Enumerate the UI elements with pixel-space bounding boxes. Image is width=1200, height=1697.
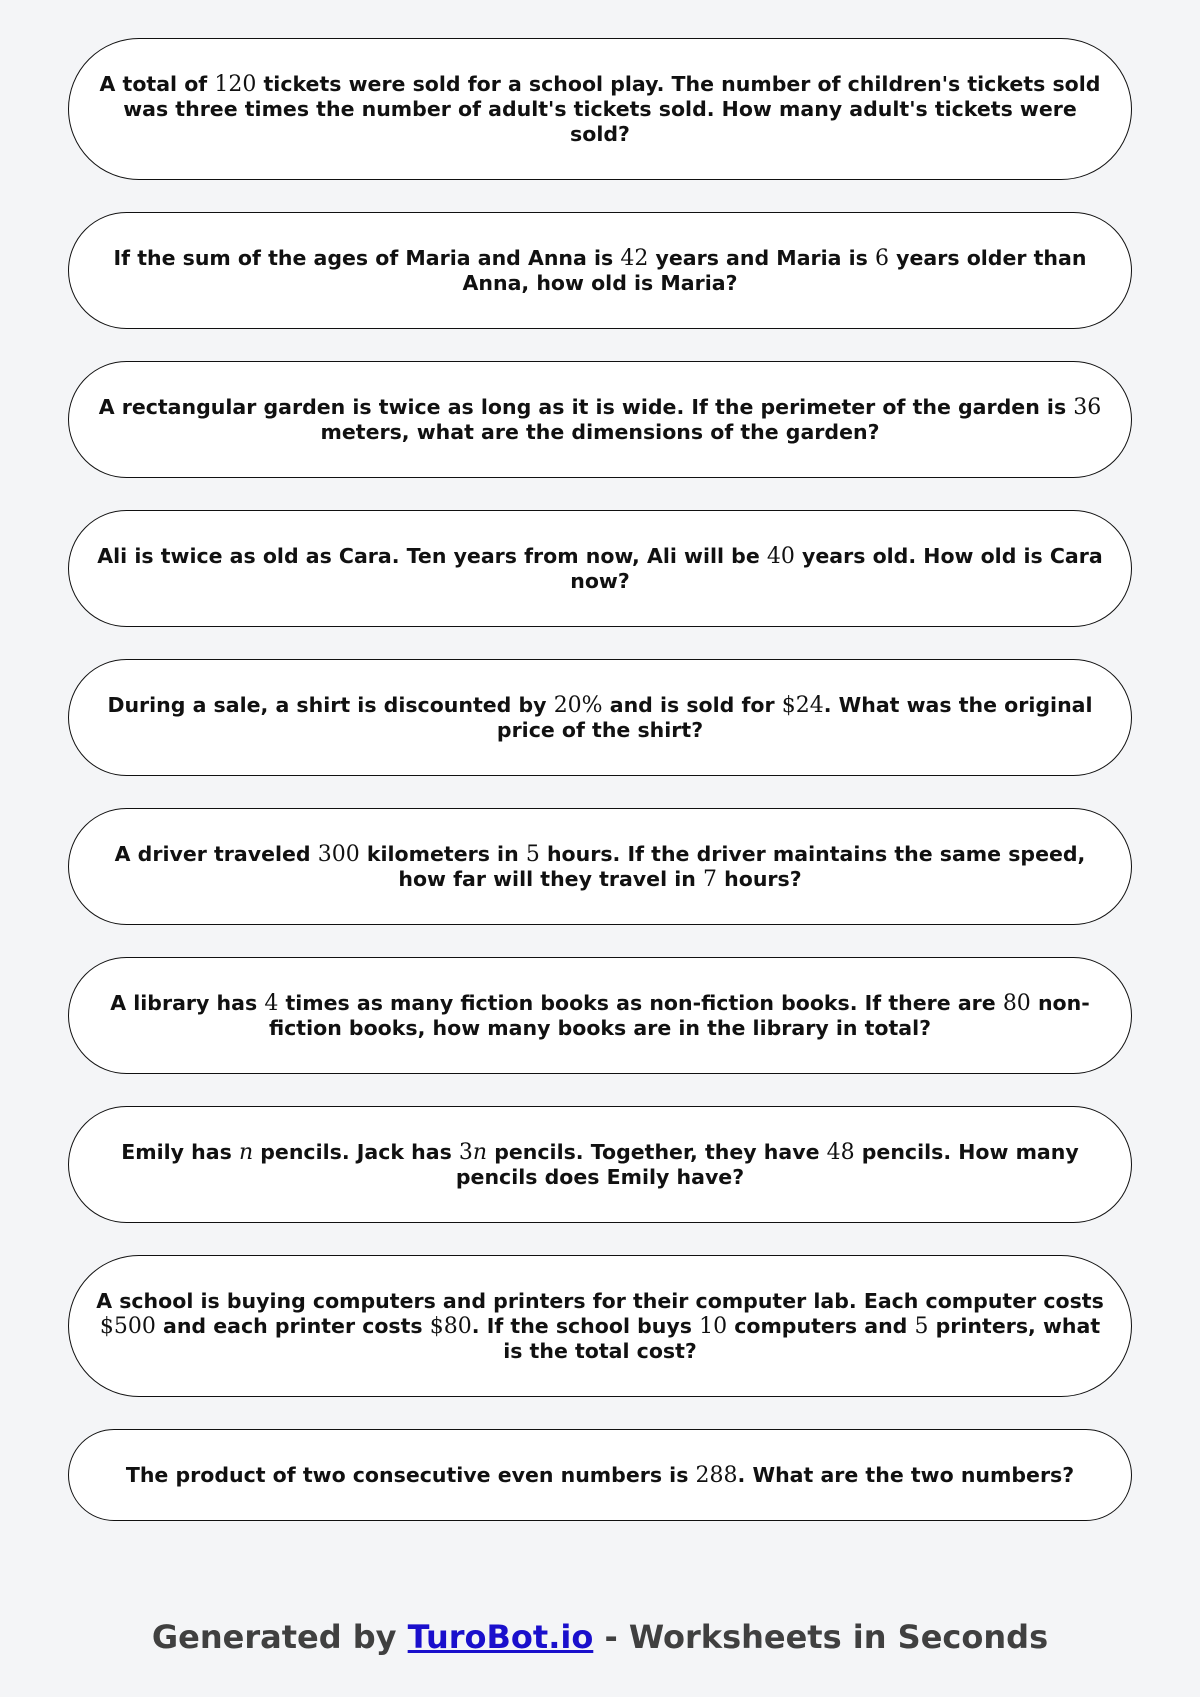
question-text-segment: A school is buying computers and printers for their computer lab. Each computer costs <box>96 1288 1104 1313</box>
question-list <box>68 38 1132 1553</box>
question-text-segment: A rectangular garden is twice as long as it is wide. If the perimeter of the garden is <box>98 394 1074 419</box>
question-text-segment: pencils. How many pencils does Emily have? <box>455 1139 1079 1189</box>
question-card <box>68 808 1132 925</box>
question-text-segment: If the sum of the ages of Maria and Anna is <box>113 245 621 270</box>
question-text <box>93 1140 1107 1190</box>
question-text <box>93 544 1107 594</box>
question-text-segment: . What was the original price of the shirt? <box>496 692 1093 742</box>
question-text-segment: and each printer costs <box>155 1313 430 1338</box>
question-text-segment: A library has <box>110 990 265 1015</box>
footer-suffix: - Worksheets in Seconds <box>593 1618 1049 1656</box>
question-text <box>93 72 1107 147</box>
question-card <box>68 1429 1132 1521</box>
question-text <box>93 1463 1107 1488</box>
question-text-segment: computers and <box>727 1313 915 1338</box>
math-value: 10 <box>699 1313 728 1339</box>
question-text-segment: . What are the two numbers? <box>737 1462 1075 1487</box>
question-text-segment: years and Maria is <box>648 245 876 270</box>
question-card <box>68 1106 1132 1223</box>
question-text-segment: During a sale, a shirt is discounted by <box>107 692 554 717</box>
question-card <box>68 510 1132 627</box>
question-card <box>68 38 1132 180</box>
math-variable: n <box>238 1139 254 1165</box>
question-text-segment: printers, what is the total cost? <box>503 1313 1101 1363</box>
math-value: 5 <box>525 841 540 867</box>
question-text-segment: Ali is twice as old as Cara. Ten years from now, Ali will be <box>97 543 767 568</box>
question-text-segment: The product of two consecutive even numbers is <box>125 1462 696 1487</box>
question-text-segment: A driver traveled <box>114 841 318 866</box>
footer <box>0 1618 1200 1656</box>
question-text-segment: and is sold for <box>602 692 782 717</box>
math-value: 120 <box>214 71 257 97</box>
question-text-segment: years older than Anna, how old is Maria? <box>462 245 1087 295</box>
question-text-segment: non-fiction books, how many books are in the library in total? <box>268 990 1090 1040</box>
question-text-segment: hours? <box>717 866 802 891</box>
math-value: $80 <box>429 1313 472 1339</box>
math-value: 300 <box>317 841 360 867</box>
question-text-segment: years old. How old is Cara now? <box>570 543 1103 593</box>
question-text <box>93 246 1107 296</box>
math-value: 288 <box>695 1462 738 1488</box>
math-value: 42 <box>620 245 649 271</box>
math-value: 80 <box>1002 990 1031 1016</box>
math-value: $24 <box>781 692 824 718</box>
question-card <box>68 957 1132 1074</box>
question-text-segment: hours. If the driver maintains the same speed, how far will they travel in <box>398 841 1086 891</box>
math-value: 20% <box>553 692 603 718</box>
question-card <box>68 659 1132 776</box>
question-text <box>93 395 1107 445</box>
question-text-segment: tickets were sold for a school play. The number of children's tickets sold was three times the number of adult's tickets sold. How many adult's tickets were sold? <box>123 71 1101 146</box>
question-text-segment: pencils. Together, they have <box>487 1139 827 1164</box>
question-card <box>68 361 1132 478</box>
question-text <box>93 1289 1107 1364</box>
question-text-segment: . If the school buys <box>471 1313 700 1338</box>
math-value: $500 <box>99 1313 156 1339</box>
math-value: 48 <box>826 1139 855 1165</box>
question-card <box>68 212 1132 329</box>
question-text-segment: meters, what are the dimensions of the garden? <box>320 419 880 444</box>
math-value: 5 <box>914 1313 929 1339</box>
question-text-segment: kilometers in <box>359 841 526 866</box>
math-value: 7 <box>703 866 717 892</box>
question-text-segment: times as many fiction books as non-fiction books. If there are <box>278 990 1003 1015</box>
math-value: 36 <box>1073 394 1102 420</box>
math-value: 3 <box>458 1139 473 1165</box>
footer-prefix: Generated by <box>151 1618 408 1656</box>
question-text <box>93 842 1107 892</box>
turobot-link[interactable]: TuroBot.io <box>407 1618 594 1656</box>
math-value: 6 <box>875 245 890 271</box>
question-text-segment: A total of <box>99 71 215 96</box>
math-variable: n <box>472 1139 488 1165</box>
question-text <box>93 693 1107 743</box>
math-value: 40 <box>766 543 795 569</box>
math-value: 4 <box>264 990 279 1016</box>
question-text-segment: pencils. Jack has <box>253 1139 459 1164</box>
question-card <box>68 1255 1132 1397</box>
question-text-segment: Emily has <box>121 1139 239 1164</box>
question-text <box>93 991 1107 1041</box>
